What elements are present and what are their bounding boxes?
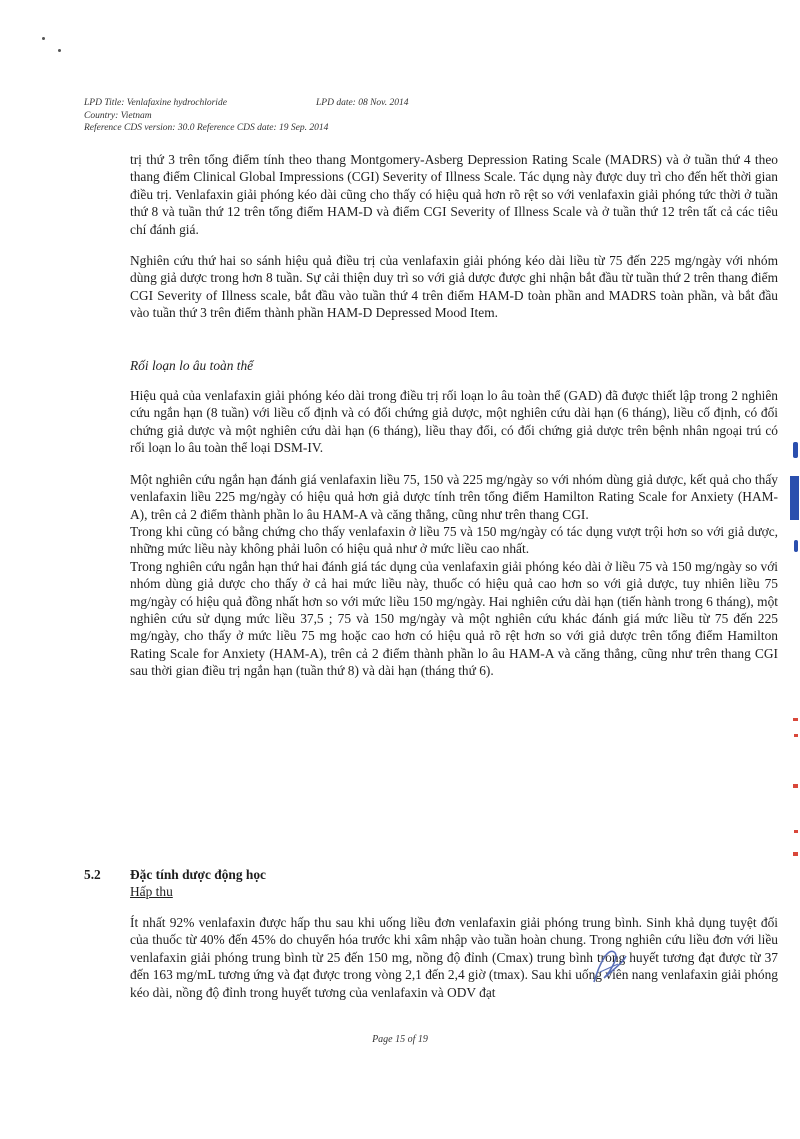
document-header: [84, 97, 408, 135]
signature-mark-icon: [588, 942, 630, 988]
paragraph-gad-efficacy: Hiệu quả của venlafaxin giải phóng kéo dài trong điều trị rối loạn lo âu toàn thể (GAD) đã được thiết lập trong 2 nghiên cứu ngắn hạn (8 tuần) với liều cố định và có đối chứng giả dược, một nghiên cứu dài hạn (6 tháng), liều cố định, có đối chứng giả dược và một nghiên cứu dài hạn (6 tháng), liều thay đổi, có đối chứng giả dược trên bệnh nhân ngoại trú có rối loạn lo âu toàn thể loại DSM-IV.: [130, 388, 778, 456]
scan-speck: [58, 49, 61, 52]
paragraph-short-term-study: Một nghiên cứu ngắn hạn đánh giá venlafaxin liều 75, 150 và 225 mg/ngày so với nhóm dùng giả dược, kết quả cho thấy venlafaxin liều 225 mg/ngày có hiệu quả hơn giả dược tính trên tổng điểm Hamilton Rating Scale for Anxiety (HAM-A), trên cả 2 điểm thành phần lo âu HAM-A và căng thẳng, cũng như trên thang CGI.: [130, 471, 778, 522]
page-number: Page 15 of 19: [372, 1034, 428, 1045]
paragraph-depression-continued: trị thứ 3 trên tổng điểm tính theo thang Montgomery-Asberg Depression Rating Scale (MADRS) và ở tuần thứ 4 theo thang điểm Clinical Global Impressions (CGI) Severity of Illness Scale. Tác dụng này được duy trì cho đến hết thời gian điều trị. Venlafaxin giải phóng kéo dài cũng cho thấy có hiệu quả hơn rõ rệt so với venlafaxin giải phóng tức thời ở tuần thứ 8 và tuần thứ 12 trên tổng điểm HAM-D và điểm CGI Severity of Illness Scale và ở tuần thứ 12 trên tất cả các tiêu chí đánh giá.: [130, 152, 778, 237]
main-content: [130, 151, 778, 680]
paragraph-second-study: Nghiên cứu thứ hai so sánh hiệu quả điều trị của venlafaxin giải phóng kéo dài liều từ 75 đến 225 mg/ngày với nhóm dùng giả dược trong hơn 8 tuần. Sự cải thiện duy trì so với giả dược được ghi nhận bắt đầu từ tuần thứ 2 trên thang điểm CGI Severity of Illness scale, bắt đầu vào tuần thứ 4 trên điểm HAM-D toàn phần and MADRS toàn phần, và bắt đầu vào tuần thứ 3 trên điểm thành phần HAM-D Depressed Mood Item.: [130, 253, 778, 321]
section-number: 5.2: [84, 867, 101, 882]
edge-stamp-blue-icon: [786, 436, 800, 556]
reference-cds: Reference CDS version: 30.0 Reference CDS date: 19 Sep. 2014: [84, 123, 329, 133]
section-title: Đặc tính dược động học: [130, 867, 266, 882]
scan-speck: [42, 37, 45, 40]
lpd-date: LPD date: 08 Nov. 2014: [316, 98, 409, 108]
edge-stamp-red-icon: [790, 712, 800, 862]
paragraph-absorption: Ít nhất 92% venlafaxin được hấp thu sau khi uống liều đơn venlafaxin giải phóng trung bình. Sinh khả dụng tuyệt đối của thuốc từ 40% đến 45% do chuyển hóa trước khi xâm nhập vào tuần hoàn chung. Trong nghiên cứu liều đơn với liều venlafaxin giải phóng trung bình từ 25 đến 150 mg, nồng độ đỉnh (Cmax) trung bình trong huyết tương đạt được từ 37 đến 163 mg/mL tương ứng và đạt được trong vòng 2,1 đến 2,4 giờ (tmax). Sau khi uống viên nang venlafaxin giải phóng kéo dài, nồng độ đỉnh trong huyết tương của venlafaxin và ODV đạt: [130, 915, 778, 1000]
paragraph-evidence: Trong khi cũng có bằng chứng cho thấy venlafaxin ở liều 75 và 150 mg/ngày có tác dụng vượt trội hơn so với giả dược, những mức liều này không phải luôn có hiệu quả như ở mức liều cao nhất.: [130, 523, 778, 557]
paragraph-second-short-term: Trong nghiên cứu ngắn hạn thứ hai đánh giá tác dụng của venlafaxin giải phóng kéo dài ở liều 75 và 150 mg/ngày so với nhóm dùng giả dược cho thấy ở cả hai mức liều này, thuốc có hiệu quả cao hơn so với giả dược, tuy nhiên liều 75 mg/ngày có hiệu quả đồng nhất hơn so với mức liều 150 mg/ngày. Hai nghiên cứu dài hạn (tiến hành trong 6 tháng), một nghiên cứu sử dụng mức liều 37,5 ; 75 và 150 mg/ngày và một nghiên cứu khác đánh giá mức liều từ 75 đến 225 mg/ngày, cho thấy ở mức liều 75 mg hoặc cao hơn có hiệu quả rõ rệt hơn so với giả dược trên tổng điểm Hamilton Rating Scale for Anxiety (HAM-A), trên cả 2 điểm thành phần lo âu HAM-A và căng thẳng, cũng như trên thang CGI sau thời gian điều trị ngắn hạn (tuần thứ 8) và dài hạn (tháng thứ 6).: [130, 558, 778, 679]
lpd-title: LPD Title: Venlafaxine hydrochloride: [84, 98, 227, 108]
section-subheading: Hấp thu: [130, 884, 173, 899]
country: Country: Vietnam: [84, 110, 152, 121]
subtitle-gad: Rối loạn lo âu toàn thể: [130, 357, 254, 373]
